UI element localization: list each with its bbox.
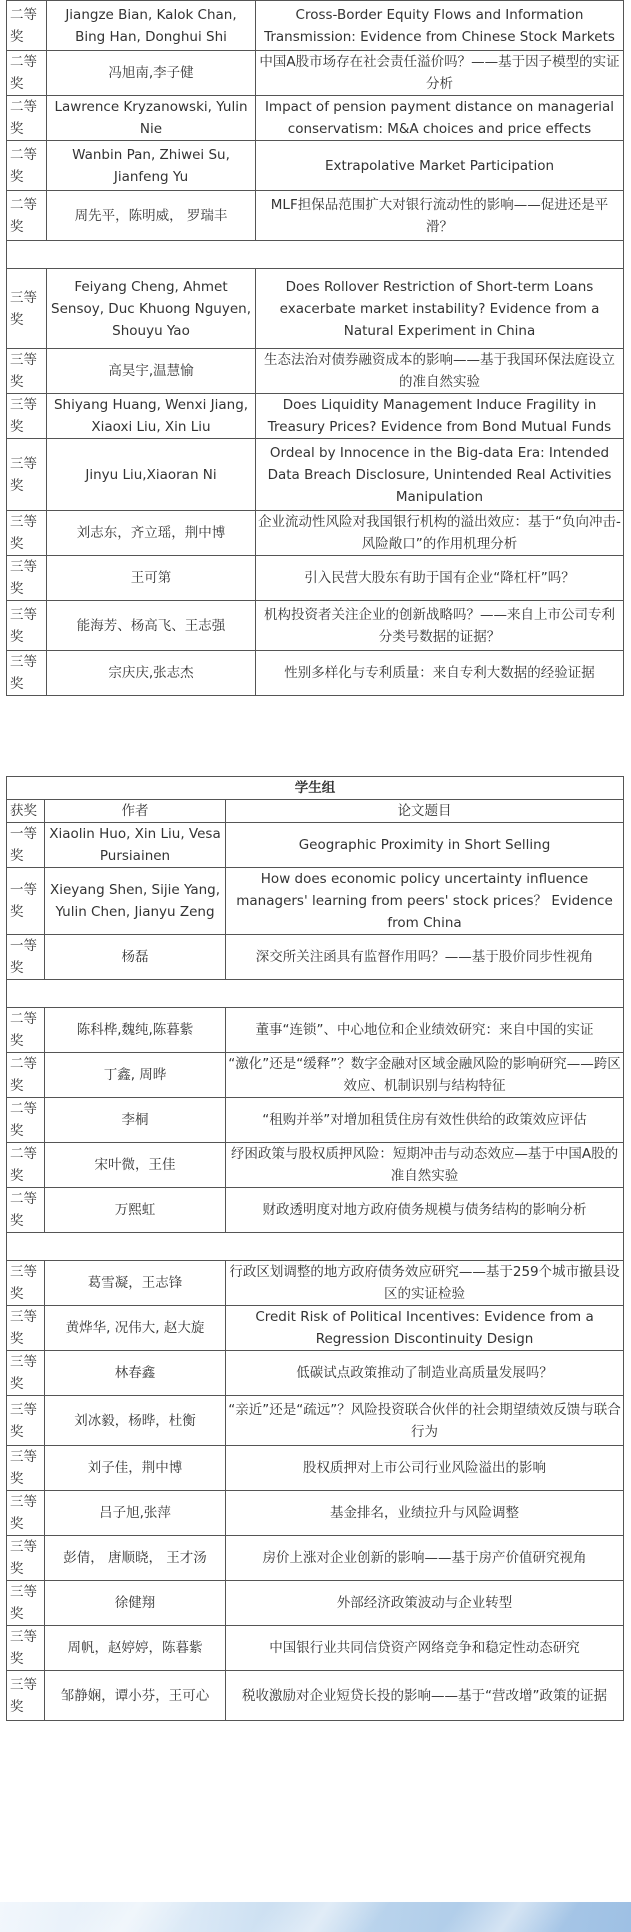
- title-cell-text: Cross-Border Equity Flows and Information Transmission: Evidence from Chinese Stock Markets: [256, 1, 624, 51]
- title-cell-text: 中国银行业共同信贷资产网络竞争和稳定性动态研究: [226, 1626, 624, 1671]
- award-cell: 二等奖: [7, 1053, 45, 1098]
- spacer-cell: [7, 241, 624, 269]
- table-row: [7, 96, 624, 141]
- authors-cell: 葛雪凝，王志锋: [45, 1261, 226, 1306]
- title-cell-text: Does Liquidity Management Induce Fragility in Treasury Prices? Evidence from Bond Mutual Funds: [256, 394, 624, 439]
- award-cell: 三等奖: [7, 1351, 45, 1396]
- title-cell-text: 税收激励对企业短贷长投的影响——基于“营改增”政策的证据: [226, 1671, 624, 1721]
- award-cell: 三等奖: [7, 1306, 45, 1351]
- header-row: [7, 800, 624, 823]
- authors-cell: 彭倩， 唐顺晓， 王才汤: [45, 1536, 226, 1581]
- authors-cell: 丁鑫, 周晔: [45, 1053, 226, 1098]
- authors-cell: 能海芳、杨高飞、王志强: [47, 601, 256, 651]
- award-cell: 三等奖: [7, 1446, 45, 1491]
- title-cell-text: 企业流动性风险对我国银行机构的溢出效应：基于“负向冲击-风险敞口”的作用机理分析: [256, 511, 624, 556]
- table-row: [7, 1396, 624, 1446]
- table-row: [7, 1351, 624, 1396]
- award-cell: 二等奖: [7, 51, 47, 96]
- table-row: [7, 269, 624, 349]
- title-cell-text: Extrapolative Market Participation: [256, 141, 624, 191]
- table-row: [7, 1098, 624, 1143]
- authors-cell: 李桐: [45, 1098, 226, 1143]
- award-cell: 三等奖: [7, 1491, 45, 1536]
- title-cell-text: 股权质押对上市公司行业风险溢出的影响: [226, 1446, 624, 1491]
- table-row: [7, 1053, 624, 1098]
- title-cell-text: 董事“连锁”、中心地位和企业绩效研究：来自中国的实证: [226, 1008, 624, 1053]
- award-cell: 三等奖: [7, 556, 47, 601]
- authors-cell: Wanbin Pan, Zhiwei Su, Jianfeng Yu: [47, 141, 256, 191]
- authors-cell: 杨磊: [45, 935, 226, 980]
- authors-cell: 邹静娴，谭小芬，王可心: [45, 1671, 226, 1721]
- title-cell-text: How does economic policy uncertainty influence managers' learning from peers' stock prices？ Evidence from China: [226, 868, 624, 935]
- title-cell-text: 行政区划调整的地方政府债务效应研究——基于259个城市撤县设区的实证检验: [226, 1261, 624, 1306]
- table-row: [7, 511, 624, 556]
- title-cell-text: 财政透明度对地方政府债务规模与债务结构的影响分析: [226, 1188, 624, 1233]
- award-cell: 三等奖: [7, 1261, 45, 1306]
- award-cell: 二等奖: [7, 1188, 45, 1233]
- table-row: [7, 1626, 624, 1671]
- header-authors: 作者: [45, 800, 226, 823]
- table-row: [7, 1491, 624, 1536]
- table-row: [7, 823, 624, 868]
- table-row: [7, 1306, 624, 1351]
- award-cell: 三等奖: [7, 511, 47, 556]
- award-cell: 三等奖: [7, 439, 47, 511]
- award-cell: 一等奖: [7, 935, 45, 980]
- award-cell: 三等奖: [7, 1536, 45, 1581]
- title-cell-text: 低碳试点政策推动了制造业高质量发展吗？: [226, 1351, 624, 1396]
- table-row: [7, 1, 624, 51]
- title-cell-text: MLF担保品范围扩大对银行流动性的影响——促进还是平滑？: [256, 191, 624, 241]
- title-cell-text: 引入民营大股东有助于国有企业“降杠杆”吗？: [256, 556, 624, 601]
- authors-cell: Xiaolin Huo, Xin Liu, Vesa Pursiainen: [45, 823, 226, 868]
- authors-cell: 王可第: [47, 556, 256, 601]
- student-group-table-body: [7, 777, 624, 1721]
- authors-cell: 宗庆庆,张志杰: [47, 651, 256, 696]
- header-award: 获奖: [7, 800, 45, 823]
- table-row: [7, 935, 624, 980]
- award-cell: 二等奖: [7, 141, 47, 191]
- authors-cell: Shiyang Huang, Wenxi Jiang, Xiaoxi Liu, Xin Liu: [47, 394, 256, 439]
- award-cell: 三等奖: [7, 1671, 45, 1721]
- authors-cell: 刘子佳，荆中博: [45, 1446, 226, 1491]
- title-cell-text: Ordeal by Innocence in the Big-data Era: Intended Data Breach Disclosure, Unintended Real Activities Manipulation: [256, 439, 624, 511]
- table-row: [7, 51, 624, 96]
- group-title: 学生组: [7, 777, 624, 800]
- table-row: [7, 1143, 624, 1188]
- award-cell: 三等奖: [7, 601, 47, 651]
- award-cell: 三等奖: [7, 349, 47, 394]
- table-row: [7, 868, 624, 935]
- table-row: [7, 141, 624, 191]
- spacer-cell: [7, 1233, 624, 1261]
- title-cell-text: 纾困政策与股权质押风险：短期冲击与动态效应—基于中国A股的准自然实验: [226, 1143, 624, 1188]
- spacer-row: [7, 1233, 624, 1261]
- table-row: [7, 1261, 624, 1306]
- award-cell: 三等奖: [7, 1581, 45, 1626]
- award-cell: 三等奖: [7, 394, 47, 439]
- authors-cell: 吕子旭,张萍: [45, 1491, 226, 1536]
- authors-cell: Feiyang Cheng, Ahmet Sensoy, Duc Khuong Nguyen, Shouyu Yao: [47, 269, 256, 349]
- table-row: [7, 1581, 624, 1626]
- table-row: [7, 1188, 624, 1233]
- table-row: [7, 1008, 624, 1053]
- award-cell: 三等奖: [7, 1396, 45, 1446]
- title-cell-text: Does Rollover Restriction of Short-term Loans exacerbate market instability? Evidence from a Natural Experiment in China: [256, 269, 624, 349]
- authors-cell: 冯旭南,李子健: [47, 51, 256, 96]
- authors-cell: 万熙虹: [45, 1188, 226, 1233]
- title-cell-text: 性别多样化与专利质量：来自专利大数据的经验证据: [256, 651, 624, 696]
- student-group-table: [6, 776, 624, 1721]
- award-cell: 二等奖: [7, 191, 47, 241]
- title-cell-text: 中国A股市场存在社会责任溢价吗？——基于因子模型的实证分析: [256, 51, 624, 96]
- award-cell: 二等奖: [7, 1098, 45, 1143]
- authors-cell: 陈科桦,魏纯,陈暮紫: [45, 1008, 226, 1053]
- title-cell-text: 基金排名，业绩拉升与风险调整: [226, 1491, 624, 1536]
- bottom-decorative-band: [0, 1902, 631, 1932]
- spacer-row: [7, 980, 624, 1008]
- award-cell: 二等奖: [7, 96, 47, 141]
- authors-cell: Lawrence Kryzanowski, Yulin Nie: [47, 96, 256, 141]
- authors-cell: 林春鑫: [45, 1351, 226, 1396]
- authors-cell: 高昊宇,温慧愉: [47, 349, 256, 394]
- award-cell: 二等奖: [7, 1008, 45, 1053]
- authors-cell: Jinyu Liu,Xiaoran Ni: [47, 439, 256, 511]
- title-cell-text: 深交所关注函具有监督作用吗？——基于股价同步性视角: [226, 935, 624, 980]
- authors-cell: 徐健翔: [45, 1581, 226, 1626]
- award-cell: 三等奖: [7, 1626, 45, 1671]
- table-row: [7, 439, 624, 511]
- authors-cell: 宋叶微，王佳: [45, 1143, 226, 1188]
- table-row: [7, 1446, 624, 1491]
- spacer-row: [7, 241, 624, 269]
- title-cell-text: “亲近”还是“疏远”？风险投资联合伙伴的社会期望绩效反馈与联合行为: [226, 1396, 624, 1446]
- spacer-cell: [7, 980, 624, 1008]
- award-cell: 二等奖: [7, 1, 47, 51]
- table-row: [7, 556, 624, 601]
- authors-cell: 周先平，陈明威， 罗瑞丰: [47, 191, 256, 241]
- title-cell-text: 房价上涨对企业创新的影响——基于房产价值研究视角: [226, 1536, 624, 1581]
- title-cell-text: “激化”还是“缓释”？数字金融对区域金融风险的影响研究——跨区效应、机制识别与结构特征: [226, 1053, 624, 1098]
- authors-cell: 刘冰毅，杨晔，杜衡: [45, 1396, 226, 1446]
- award-cell: 二等奖: [7, 1143, 45, 1188]
- award-cell: 一等奖: [7, 868, 45, 935]
- award-cell: 三等奖: [7, 651, 47, 696]
- table-row: [7, 651, 624, 696]
- title-cell-text: “租购并举”对增加租赁住房有效性供给的政策效应评估: [226, 1098, 624, 1143]
- table-row: [7, 601, 624, 651]
- title-cell-text: Geographic Proximity in Short Selling: [226, 823, 624, 868]
- authors-cell: 周帆，赵婷婷，陈暮紫: [45, 1626, 226, 1671]
- group-title-row: [7, 777, 624, 800]
- award-cell: 三等奖: [7, 269, 47, 349]
- title-cell-text: Credit Risk of Political Incentives: Evidence from a Regression Discontinuity Design: [226, 1306, 624, 1351]
- title-cell-text: Impact of pension payment distance on managerial conservatism: M&A choices and price effects: [256, 96, 624, 141]
- table-row: [7, 394, 624, 439]
- title-cell-text: 生态法治对债券融资成本的影响——基于我国环保法庭设立的准自然实验: [256, 349, 624, 394]
- table-row: [7, 349, 624, 394]
- authors-cell: Xieyang Shen, Sijie Yang, Yulin Chen, Jianyu Zeng: [45, 868, 226, 935]
- header-title: 论文题目: [226, 800, 624, 823]
- authors-cell: 刘志东，齐立瑶，荆中博: [47, 511, 256, 556]
- awards-table-top-body: [7, 1, 624, 696]
- title-cell-text: 机构投资者关注企业的创新战略吗？——来自上市公司专利分类号数据的证据？: [256, 601, 624, 651]
- table-row: [7, 191, 624, 241]
- table-row: [7, 1536, 624, 1581]
- authors-cell: 黄烨华, 况伟大, 赵大旋: [45, 1306, 226, 1351]
- award-cell: 一等奖: [7, 823, 45, 868]
- title-cell-text: 外部经济政策波动与企业转型: [226, 1581, 624, 1626]
- table-row: [7, 1671, 624, 1721]
- authors-cell: Jiangze Bian, Kalok Chan, Bing Han, Donghui Shi: [47, 1, 256, 51]
- awards-table-top: [6, 0, 624, 696]
